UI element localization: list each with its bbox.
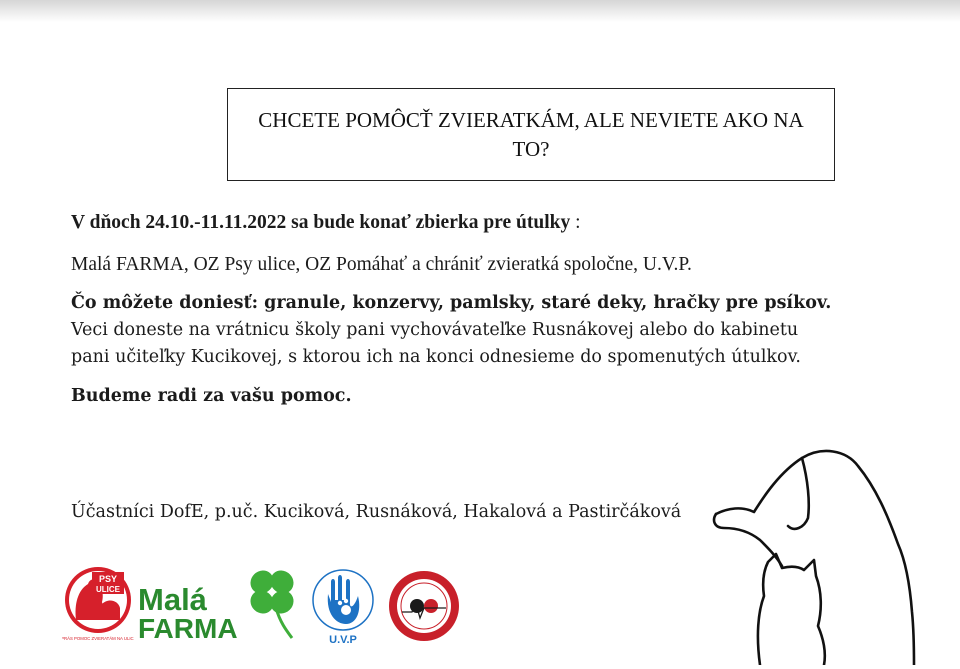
dog-outline xyxy=(716,451,914,665)
bring-line: Čo môžete doniesť: granule, konzervy, pamlsky, staré deky, hračky pre psíkov. xyxy=(71,293,832,313)
dates-line-rest: : xyxy=(570,212,581,233)
pomahat-logo xyxy=(386,568,462,644)
heading: CHCETE POMÔCŤ ZVIERATKÁM, ALE NEVIETE AKO NA TO? xyxy=(258,107,804,161)
page-top-shadow xyxy=(0,0,960,22)
thanks-line: Budeme radi za vašu pomoc. xyxy=(71,386,352,406)
mala-farma-word2: FARMA xyxy=(138,613,238,644)
deliver-line-1: Veci doneste na vrátnicu školy pani vychovávateľke Rusnákovej alebo do kabinetu xyxy=(71,320,799,340)
shelters-line: Malá FARMA, OZ Psy ulice, OZ Pomáhať a chrániť zvieratká spoločne, U.V.P. xyxy=(71,254,692,275)
dog-and-cat-illustration xyxy=(698,436,960,665)
deliver-line-2: pani učiteľky Kucikovej, s ktorou ich na konci odnesieme do spomenutých útulkov. xyxy=(71,347,801,367)
heading-box xyxy=(227,88,835,181)
mala-farma-word1: Malá xyxy=(138,582,207,617)
psy-ulice-tagline: PRÁS POMOC ZVIERATÁM NA ULICI xyxy=(62,636,134,641)
cat-outline xyxy=(758,554,825,665)
clover-icon xyxy=(246,566,299,638)
participants-line: Účastníci DofE, p.uč. Kuciková, Rusnáková, Hakalová a Pastirčáková xyxy=(71,502,682,522)
dates-line xyxy=(71,212,581,234)
psy-ulice-bottom-text: ULICE xyxy=(96,585,120,594)
partner-logos xyxy=(62,560,472,650)
dates-line-bold: V dňoch 24.10.-11.11.2022 sa bude konať zbierka pre útulky xyxy=(71,212,571,233)
uvp-logo xyxy=(306,566,380,646)
mala-farma-logo xyxy=(136,562,304,646)
psy-ulice-top-text: PSY xyxy=(98,574,118,584)
uvp-letters: U.V.P xyxy=(329,634,357,646)
psy-ulice-logo xyxy=(62,564,134,644)
